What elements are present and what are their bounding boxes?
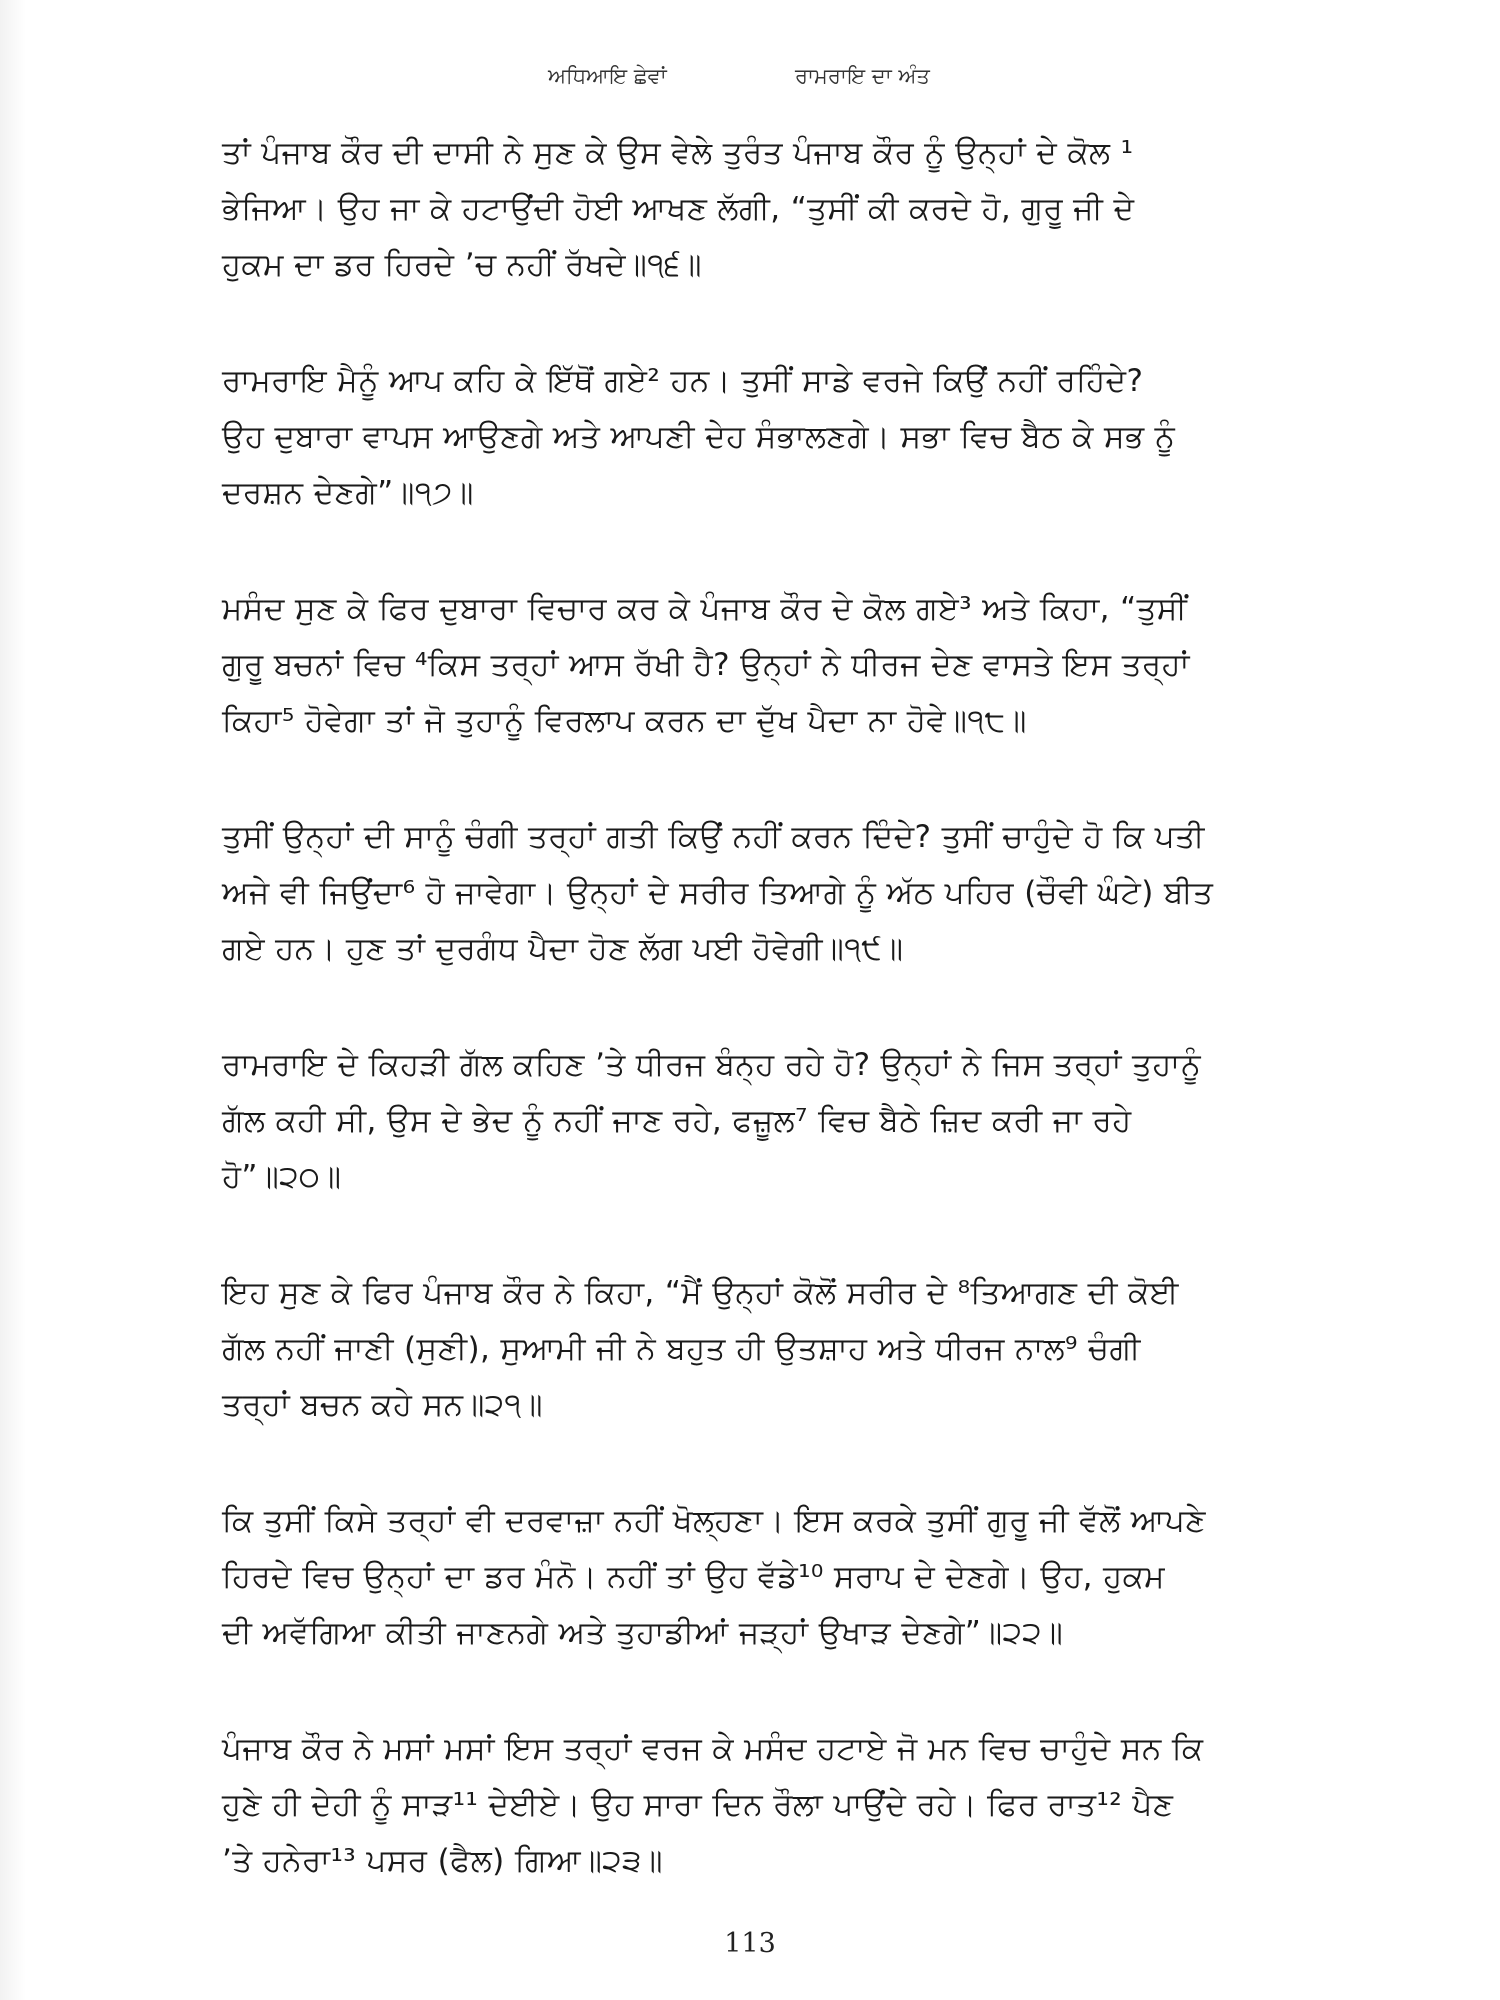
text-line: ਤਰ੍ਹਾਂ ਬਚਨ ਕਹੇ ਸਨ॥੨੧॥ — [222, 1387, 543, 1423]
text-line: ਗੱਲ ਕਹੀ ਸੀ, ਉਸ ਦੇ ਭੇਦ ਨੂੰ ਨਹੀਂ ਜਾਣ ਰਹੇ, ਫਜ਼ੂਲ⁷ ਵਿਚ ਬੈਠੇ ਜ਼ਿਦ ਕਰੀ ਜਾ ਰਹੇ — [222, 1103, 1132, 1139]
page-gutter-shadow — [0, 0, 26, 2000]
verse-16 — [222, 125, 1277, 293]
verse-23 — [222, 1721, 1277, 1889]
text-line: ਇਹ ਸੁਣ ਕੇ ਫਿਰ ਪੰਜਾਬ ਕੌਰ ਨੇ ਕਿਹਾ, “ਮੈਂ ਉਨ੍ਹਾਂ ਕੋਲੋਂ ਸਰੀਰ ਦੇ ⁸ਤਿਆਗਣ ਦੀ ਕੋਈ — [222, 1275, 1179, 1311]
text-line: ਹੋ”॥੨੦॥ — [222, 1159, 342, 1195]
body-text — [222, 125, 1277, 1949]
verse-20 — [222, 1037, 1277, 1205]
text-line: ਭੇਜਿਆ। ਉਹ ਜਾ ਕੇ ਹਟਾਉਂਦੀ ਹੋਈ ਆਖਣ ਲੱਗੀ, “ਤੁਸੀਂ ਕੀ ਕਰਦੇ ਹੋ, ਗੁਰੂ ਜੀ ਦੇ — [222, 191, 1135, 227]
running-header — [0, 60, 1500, 100]
chapter-title: ਰਾਮਰਾਇ ਦਾ ਅੰਤ — [795, 64, 930, 88]
text-line: ਕਿ ਤੁਸੀਂ ਕਿਸੇ ਤਰ੍ਹਾਂ ਵੀ ਦਰਵਾਜ਼ਾ ਨਹੀਂ ਖੋਲ੍ਹਣਾ। ਇਸ ਕਰਕੇ ਤੁਸੀਂ ਗੁਰੂ ਜੀ ਵੱਲੋਂ ਆਪਣੇ — [222, 1503, 1206, 1539]
verse-21 — [222, 1265, 1277, 1433]
text-line: ’ਤੇ ਹਨੇਰਾ¹³ ਪਸਰ (ਫੈਲ) ਗਿਆ॥੨੩॥ — [222, 1843, 663, 1879]
verse-17 — [222, 353, 1277, 521]
text-line: ਕਿਹਾ⁵ ਹੋਵੇਗਾ ਤਾਂ ਜੋ ਤੁਹਾਨੂੰ ਵਿਰਲਾਪ ਕਰਨ ਦਾ ਦੁੱਖ ਪੈਦਾ ਨਾ ਹੋਵੇ॥੧੮॥ — [222, 703, 1027, 739]
chapter-heading: ਅਧਿਆਇ ਛੇਵਾਂ — [548, 64, 667, 88]
text-line: ਮਸੰਦ ਸੁਣ ਕੇ ਫਿਰ ਦੁਬਾਰਾ ਵਿਚਾਰ ਕਰ ਕੇ ਪੰਜਾਬ ਕੌਰ ਦੇ ਕੋਲ ਗਏ³ ਅਤੇ ਕਿਹਾ, “ਤੁਸੀਂ — [222, 591, 1188, 627]
text-line: ਪੰਜਾਬ ਕੌਰ ਨੇ ਮਸਾਂ ਮਸਾਂ ਇਸ ਤਰ੍ਹਾਂ ਵਰਜ ਕੇ ਮਸੰਦ ਹਟਾਏ ਜੋ ਮਨ ਵਿਚ ਚਾਹੁੰਦੇ ਸਨ ਕਿ — [222, 1731, 1204, 1767]
text-line: ਤਾਂ ਪੰਜਾਬ ਕੌਰ ਦੀ ਦਾਸੀ ਨੇ ਸੁਣ ਕੇ ਉਸ ਵੇਲੇ ਤੁਰੰਤ ਪੰਜਾਬ ਕੌਰ ਨੂੰ ਉਨ੍ਹਾਂ ਦੇ ਕੋਲ ¹ — [222, 135, 1134, 171]
text-line: ਗੱਲ ਨਹੀਂ ਜਾਣੀ (ਸੁਣੀ), ਸੁਆਮੀ ਜੀ ਨੇ ਬਹੁਤ ਹੀ ਉਤਸ਼ਾਹ ਅਤੇ ਧੀਰਜ ਨਾਲ⁹ ਚੰਗੀ — [222, 1331, 1141, 1367]
text-line: ਹੁਕਮ ਦਾ ਡਰ ਹਿਰਦੇ ’ਚ ਨਹੀਂ ਰੱਖਦੇ॥੧੬॥ — [222, 247, 702, 283]
text-line: ਹਿਰਦੇ ਵਿਚ ਉਨ੍ਹਾਂ ਦਾ ਡਰ ਮੰਨੋ। ਨਹੀਂ ਤਾਂ ਉਹ ਵੱਡੇ¹⁰ ਸਰਾਪ ਦੇ ਦੇਣਗੇ। ਉਹ, ਹੁਕਮ — [222, 1559, 1165, 1595]
text-line: ਤੁਸੀਂ ਉਨ੍ਹਾਂ ਦੀ ਸਾਨੂੰ ਚੰਗੀ ਤਰ੍ਹਾਂ ਗਤੀ ਕਿਉਂ ਨਹੀਂ ਕਰਨ ਦਿੰਦੇ? ਤੁਸੀਂ ਚਾਹੁੰਦੇ ਹੋ ਕਿ ਪਤੀ — [222, 819, 1205, 855]
text-line: ਅਜੇ ਵੀ ਜਿਉਂਦਾ⁶ ਹੋ ਜਾਵੇਗਾ। ਉਨ੍ਹਾਂ ਦੇ ਸਰੀਰ ਤਿਆਗੇ ਨੂੰ ਅੱਠ ਪਹਿਰ (ਚੌਵੀ ਘੰਟੇ) ਬੀਤ — [222, 875, 1214, 911]
text-line: ਰਾਮਰਾਇ ਦੇ ਕਿਹੜੀ ਗੱਲ ਕਹਿਣ ’ਤੇ ਧੀਰਜ ਬੰਨ੍ਹ ਰਹੇ ਹੋ? ਉਨ੍ਹਾਂ ਨੇ ਜਿਸ ਤਰ੍ਹਾਂ ਤੁਹਾਨੂੰ — [222, 1047, 1202, 1083]
text-line: ਰਾਮਰਾਇ ਮੈਨੂੰ ਆਪ ਕਹਿ ਕੇ ਇੱਥੋਂ ਗਏ² ਹਨ। ਤੁਸੀਂ ਸਾਡੇ ਵਰਜੇ ਕਿਉਂ ਨਹੀਂ ਰਹਿੰਦੇ? — [222, 363, 1144, 399]
text-line: ਦੀ ਅਵੱਗਿਆ ਕੀਤੀ ਜਾਣਨਗੇ ਅਤੇ ਤੁਹਾਡੀਆਂ ਜੜ੍ਹਾਂ ਉਖਾੜ ਦੇਣਗੇ”॥੨੨॥ — [222, 1615, 1064, 1651]
verse-22 — [222, 1493, 1277, 1661]
text-line: ਗੁਰੂ ਬਚਨਾਂ ਵਿਚ ⁴ਕਿਸ ਤਰ੍ਹਾਂ ਆਸ ਰੱਖੀ ਹੈ? ਉਨ੍ਹਾਂ ਨੇ ਧੀਰਜ ਦੇਣ ਵਾਸਤੇ ਇਸ ਤਰ੍ਹਾਂ — [222, 647, 1190, 683]
verse-18 — [222, 581, 1277, 749]
text-line: ਹੁਣੇ ਹੀ ਦੇਹੀ ਨੂੰ ਸਾੜ¹¹ ਦੇਈਏ। ਉਹ ਸਾਰਾ ਦਿਨ ਰੌਲਾ ਪਾਉਂਦੇ ਰਹੇ। ਫਿਰ ਰਾਤ¹² ਪੈਣ — [222, 1787, 1174, 1823]
verse-19 — [222, 809, 1277, 977]
text-line: ਗਏ ਹਨ। ਹੁਣ ਤਾਂ ਦੁਰਗੰਧ ਪੈਦਾ ਹੋਣ ਲੱਗ ਪਈ ਹੋਵੇਗੀ॥੧੯॥ — [222, 931, 904, 967]
text-line: ਦਰਸ਼ਨ ਦੇਣਗੇ”॥੧੭॥ — [222, 475, 474, 511]
page-number: 113 — [724, 1928, 776, 1959]
text-line: ਉਹ ਦੁਬਾਰਾ ਵਾਪਸ ਆਉਣਗੇ ਅਤੇ ਆਪਣੀ ਦੇਹ ਸੰਭਾਲਣਗੇ। ਸਭਾ ਵਿਚ ਬੈਠ ਕੇ ਸਭ ਨੂੰ — [222, 419, 1176, 455]
